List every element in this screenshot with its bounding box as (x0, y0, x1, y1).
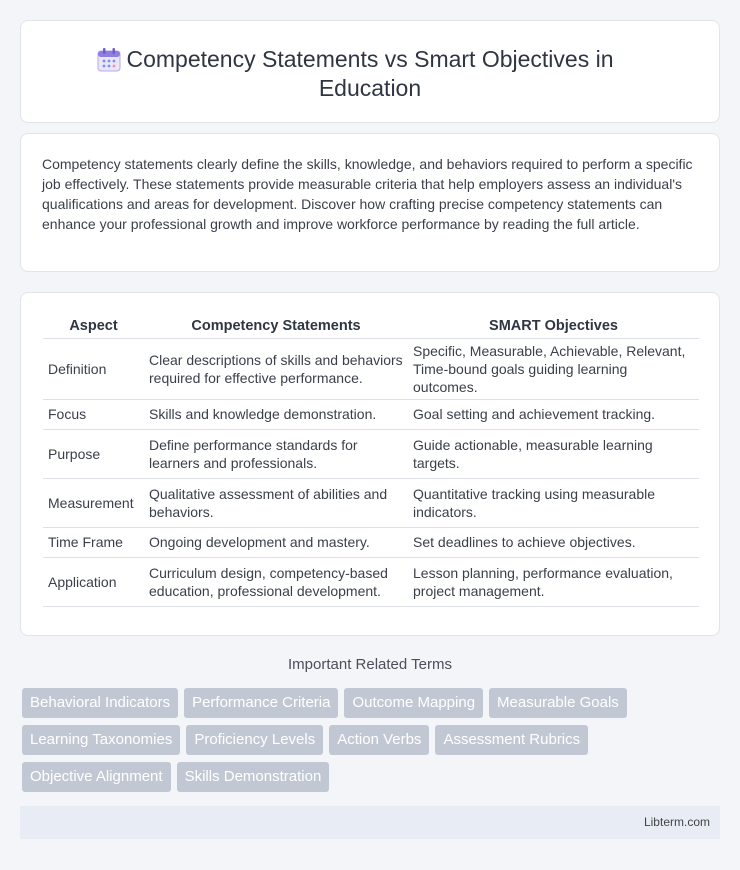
page-title-line2: Education (318, 75, 422, 101)
header-smart: SMART Objectives (408, 315, 699, 338)
header-competency: Competency Statements (144, 315, 408, 338)
page-title (21, 45, 719, 103)
tag-proficiency-levels[interactable]: Proficiency Levels (186, 725, 323, 755)
cell-smart: Goal setting and achievement tracking. (408, 399, 699, 429)
cell-smart: Set deadlines to achieve objectives. (408, 527, 699, 557)
cell-smart: Quantitative tracking using measurable indicators. (408, 478, 699, 527)
cell-aspect: Measurement (43, 478, 144, 527)
table-header-row (43, 315, 699, 338)
table-row (43, 527, 699, 557)
cell-aspect: Focus (43, 399, 144, 429)
tag-objective-alignment[interactable]: Objective Alignment (22, 762, 171, 792)
cell-smart: Guide actionable, measurable learning targets. (408, 429, 699, 478)
tag-measurable-goals[interactable]: Measurable Goals (489, 688, 627, 718)
tag-skills-demonstration[interactable]: Skills Demonstration (177, 762, 330, 792)
cell-aspect: Definition (43, 338, 144, 399)
cell-aspect: Application (43, 557, 144, 606)
tag-performance-criteria[interactable]: Performance Criteria (184, 688, 338, 718)
footer-site-link[interactable]: Libterm.com (643, 815, 710, 829)
table-row (43, 557, 699, 606)
tag-assessment-rubrics[interactable]: Assessment Rubrics (435, 725, 588, 755)
intro-card (20, 133, 720, 272)
cell-smart: Lesson planning, performance evaluation, project management. (408, 557, 699, 606)
cell-competency: Define performance standards for learners and professionals. (144, 429, 408, 478)
tag-outcome-mapping[interactable]: Outcome Mapping (344, 688, 483, 718)
cell-aspect: Purpose (43, 429, 144, 478)
table-row (43, 338, 699, 399)
tag-behavioral-indicators[interactable]: Behavioral Indicators (22, 688, 178, 718)
table-row (43, 429, 699, 478)
cell-aspect: Time Frame (43, 527, 144, 557)
cell-smart: Specific, Measurable, Achievable, Relevant, Time-bound goals guiding learning outcomes. (408, 338, 699, 399)
footer (20, 806, 720, 839)
tag-learning-taxonomies[interactable]: Learning Taxonomies (22, 725, 180, 755)
related-terms-tags (22, 688, 702, 792)
comparison-table (43, 315, 699, 607)
tag-action-verbs[interactable]: Action Verbs (329, 725, 429, 755)
cell-competency: Clear descriptions of skills and behaviors required for effective performance. (144, 338, 408, 399)
header-aspect: Aspect (43, 315, 144, 338)
table-row (43, 399, 699, 429)
intro-paragraph: Competency statements clearly define the skills, knowledge, and behaviors required to perform a specific job effectively. These statements provide measurable criteria that help employers assess an individual's qualifications and areas for development. Discover how crafting precise competency statements can enhance your professional growth and improve workforce performance by reading the full article. (42, 156, 693, 232)
cell-competency: Curriculum design, competency-based education, professional development. (144, 557, 408, 606)
table-row (43, 478, 699, 527)
comparison-table-card (20, 292, 720, 636)
cell-competency: Skills and knowledge demonstration. (144, 399, 408, 429)
related-terms-title: Important Related Terms (288, 656, 452, 673)
cell-competency: Qualitative assessment of abilities and behaviors. (144, 478, 408, 527)
cell-competency: Ongoing development and mastery. (144, 527, 408, 557)
title-card (20, 20, 720, 123)
page-title-line1: Competency Statements vs Smart Objectives in (126, 46, 614, 72)
